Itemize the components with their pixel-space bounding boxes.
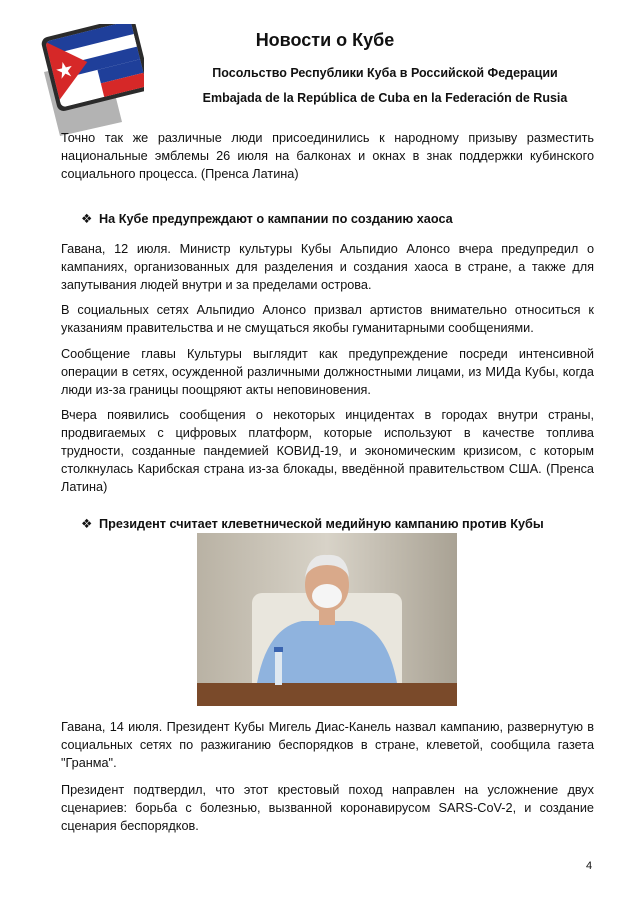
article1-paragraph-4: Вчера появились сообщения о некоторых инцидентах в городах внутри страны, продвигаемых с цифровых платформ, которые используют в качестве топлива трудности, созданные пандемией КОВИД-19, и экономическим кризисом, с которым столкнулась Карибская страна из-за блокады, введённой правительством США. (Пренса Латина) <box>61 408 594 494</box>
page-title: Новости о Кубе <box>255 30 395 50</box>
article2-paragraph-1: Гавана, 14 июля. Президент Кубы Мигель Диас-Канель назвал кампанию, развернутую в социальных сетях по разжиганию беспорядков в стране, клеветой, сообщила газета "Гранма". <box>61 720 594 770</box>
article1-heading-text: На Кубе предупреждают о кампании по созданию хаоса <box>99 212 453 226</box>
embassy-name-es: Embajada de la República de Cuba en la Federación de Rusia <box>202 91 568 105</box>
bullet-icon: ❖ <box>81 517 93 531</box>
article2-paragraph-2: Президент подтвердил, что этот крестовый поход направлен на усложнение двух сценариев: борьба с болезнью, вызванной коронавирусом SARS-CoV-2, и создание сценария беспорядков. <box>61 783 594 833</box>
president-photo <box>197 533 457 706</box>
bullet-icon: ❖ <box>81 212 93 226</box>
article2-heading-text: Президент считает клеветнической медийную кампанию против Кубы <box>99 517 544 531</box>
article1-paragraph-2: В социальных сетях Альпидио Алонсо призвал артистов внимательно относиться к указаниям правительства и не смущаться якобы гуманитарными сообщениями. <box>61 303 594 335</box>
article1-paragraph-1: Гавана, 12 июля. Министр культуры Кубы Альпидио Алонсо вчера предупредил о кампаниях, организованных для разделения и создания хаоса в стране, а также для запутывания людей внутри и за пределами острова. <box>61 242 594 292</box>
article1-heading <box>81 211 453 226</box>
article1-paragraph-3: Сообщение главы Культуры выглядит как предупреждение посреди интенсивной операции в сетях, осужденной различными должностными лицами, из МИДа Кубы, когда люди из-за границы поощряют акты неповиновения. <box>61 347 594 397</box>
intro-paragraph: Точно так же различные люди присоединились к народному призыву разместить национальные эмблемы 26 июля на балконах и окнах в знак поддержки кубинского социального процесса. (Пренса Латина) <box>61 131 594 181</box>
embassy-name-ru: Посольство Республики Куба в Российской Федерации <box>212 66 558 80</box>
embassy-logo <box>36 24 144 136</box>
page-number: 4 <box>586 860 593 872</box>
article2-heading <box>81 516 544 531</box>
cuba-russia-flag-icon <box>36 24 144 136</box>
